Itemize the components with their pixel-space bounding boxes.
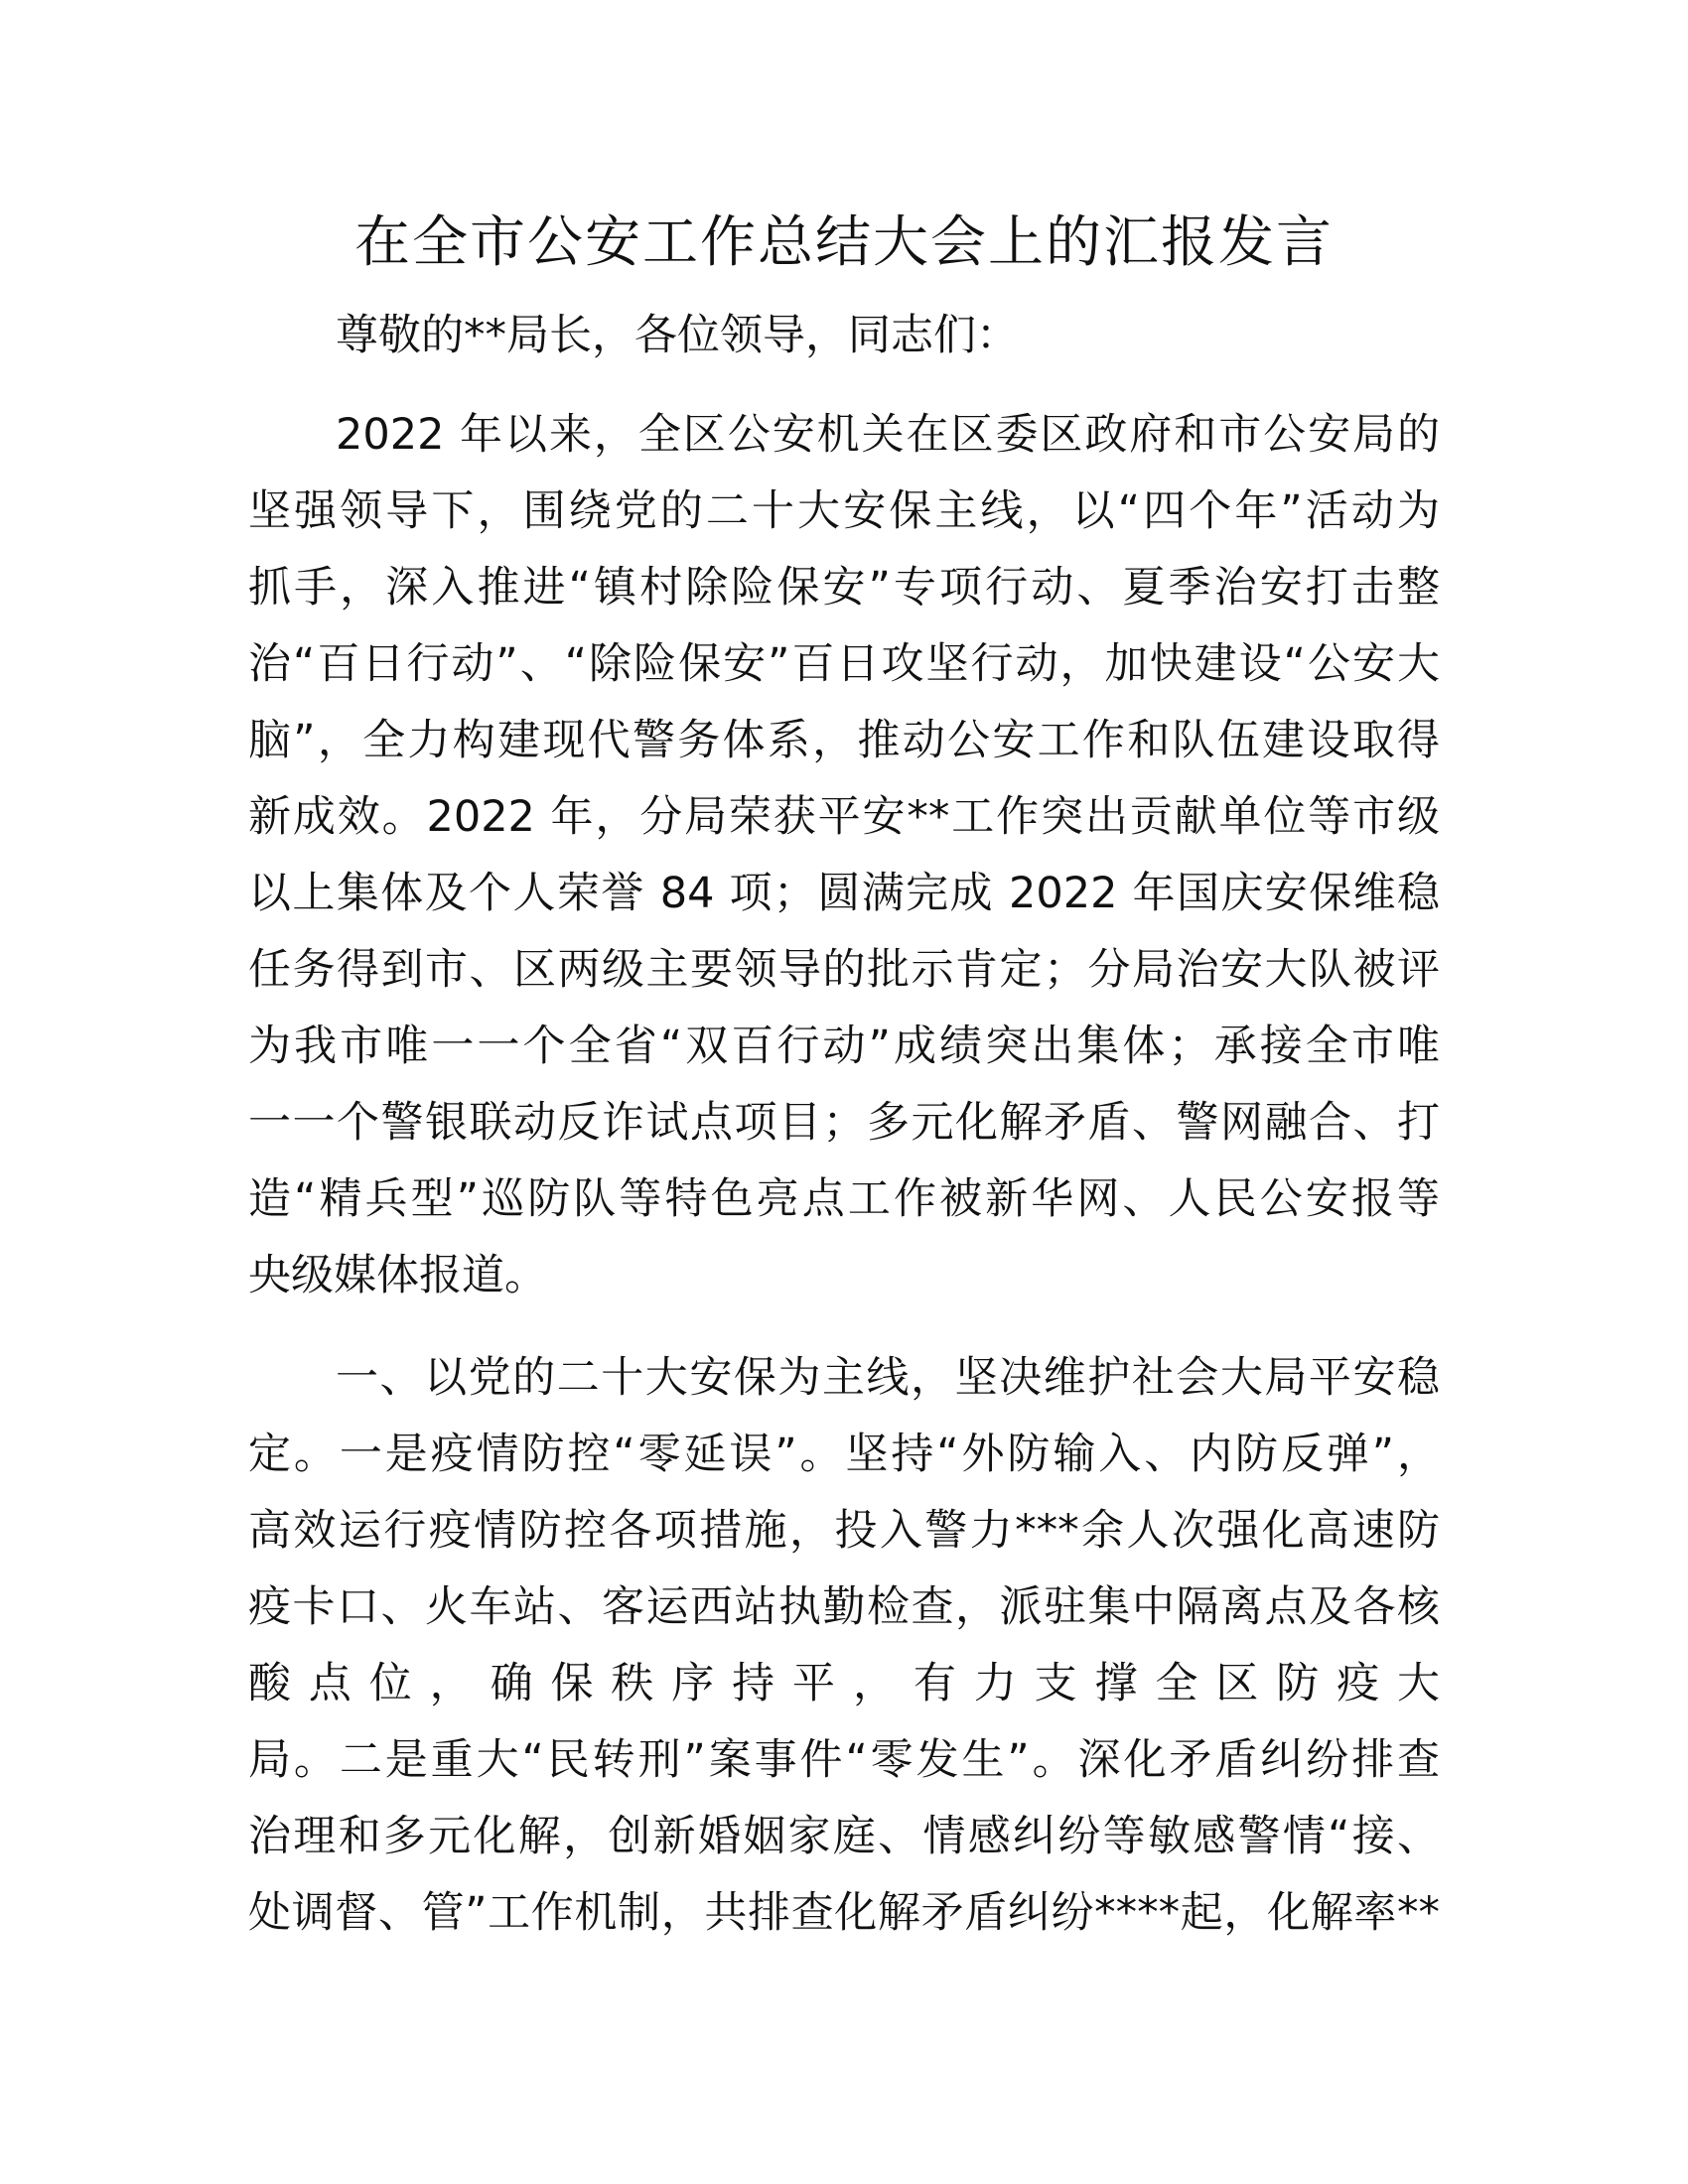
paragraph-line: 以上集体及个人荣誉 84 项；圆满完成 2022 年国庆安保维稳	[248, 869, 1440, 918]
paragraph-line: 高效运行疫情防控各项措施，投入警力***余人次强化高速防	[248, 1506, 1440, 1556]
paragraph-line: 抓手，深入推进“镇村除险保安”专项行动、夏季治安打击整	[248, 563, 1440, 613]
paragraph-line: 酸点位，确保秩序持平，有力支撑全区防疫大	[248, 1659, 1440, 1708]
paragraph-line: 新成效。2022 年，分局荣获平安**工作突出贡献单位等市级	[248, 792, 1440, 842]
paragraph-line: 定。一是疫情防控“零延误”。坚持“外防输入、内防反弹”，	[248, 1430, 1440, 1479]
paragraph-line: 一、以党的二十大安保为主线，坚决维护社会大局平安稳	[336, 1353, 1440, 1403]
paragraph-line: 2022 年以来，全区公安机关在区委区政府和市公安局的	[336, 410, 1440, 460]
paragraph-line: 任务得到市、区两级主要领导的批示肯定；分局治安大队被评	[248, 945, 1440, 995]
paragraph-line: 为我市唯一一个全省“双百行动”成绩突出集体；承接全市唯	[248, 1022, 1440, 1071]
document-title: 在全市公安工作总结大会上的汇报发言	[354, 210, 1334, 275]
paragraph-line: 治“百日行动”、“除险保安”百日攻坚行动，加快建设“公安大	[248, 639, 1440, 689]
paragraph-line: 坚强领导下，围绕党的二十大安保主线，以“四个年”活动为	[248, 486, 1440, 536]
paragraph-line: 脑”，全力构建现代警务体系，推动公安工作和队伍建设取得	[248, 716, 1440, 765]
paragraph-2	[248, 1340, 1440, 1952]
paragraph-line: 央级媒体报道。	[248, 1251, 547, 1300]
paragraph-line: 处调督、管”工作机制，共排查化解矛盾纠纷****起，化解率**	[248, 1888, 1440, 1938]
paragraph-line: 造“精兵型”巡防队等特色亮点工作被新华网、人民公安报等	[248, 1174, 1440, 1224]
paragraph-line: 疫卡口、火车站、客运西站执勤检查，派驻集中隔离点及各核	[248, 1582, 1440, 1632]
salutation	[248, 298, 1440, 374]
paragraph-1	[248, 397, 1440, 1314]
paragraph-line: 一一个警银联动反诈试点项目；多元化解矛盾、警网融合、打	[248, 1098, 1440, 1148]
salutation-line: 尊敬的**局长，各位领导，同志们：	[336, 311, 1019, 360]
paragraph-line: 治理和多元化解，创新婚姻家庭、情感纠纷等敏感警情“接、	[248, 1812, 1440, 1861]
paragraph-line: 局。二是重大“民转刑”案事件“零发生”。深化矛盾纠纷排查	[248, 1735, 1440, 1785]
